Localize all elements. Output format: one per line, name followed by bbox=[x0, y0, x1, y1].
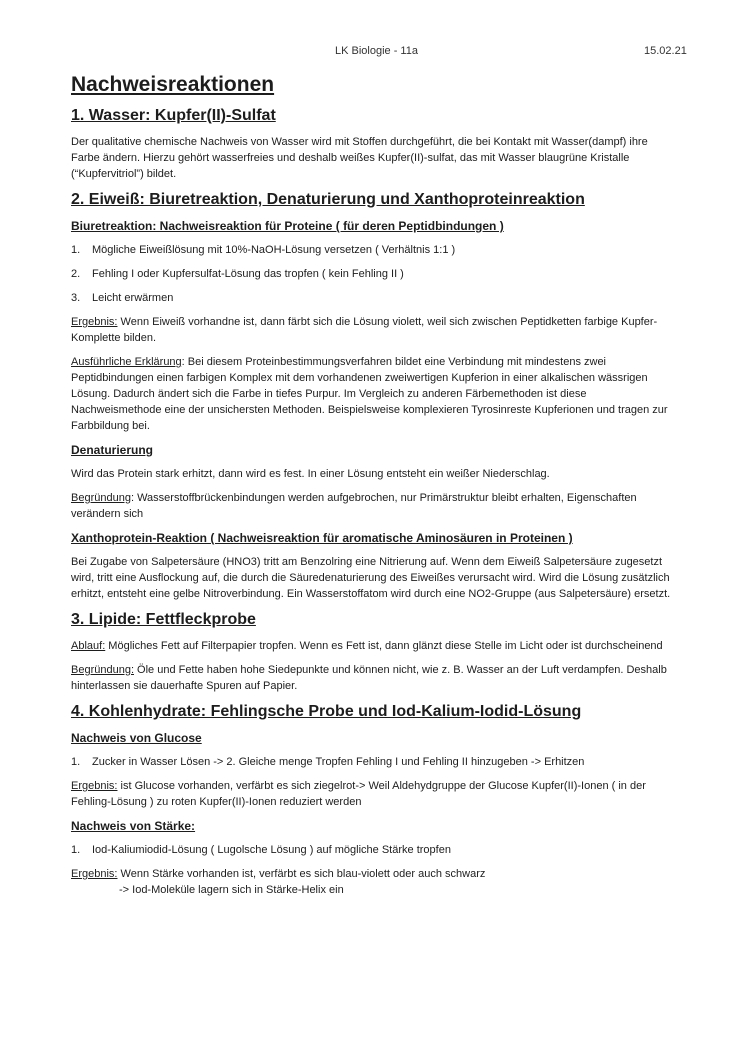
explanation-label: Ausführliche Erklärung bbox=[71, 356, 182, 368]
reason-text: Öle und Fette haben hohe Siedepunkte und können nicht, wie z. B. Wasser an der Luft verdampfen. Deshalb hinterlassen sie dauerhafte Spuren auf Papier. bbox=[71, 664, 667, 692]
list-item bbox=[71, 290, 677, 306]
document-body bbox=[71, 72, 677, 906]
denaturation-reason bbox=[71, 490, 677, 522]
section-2-heading: 2. Eiweiß: Biuretreaktion, Denaturierung und Xanthoproteinreaktion bbox=[71, 191, 585, 208]
lipid-procedure bbox=[71, 638, 677, 654]
glucose-heading: Nachweis von Glucose bbox=[71, 731, 202, 745]
section-3-heading: 3. Lipide: Fettfleckprobe bbox=[71, 611, 256, 628]
list-text: Zucker in Wasser Lösen -> 2. Gleiche menge Tropfen Fehling I und Fehling II hinzugeben -> Erhitzen bbox=[92, 756, 585, 768]
section-1-body: Der qualitative chemische Nachweis von Wasser wird mit Stoffen durchgeführt, die bei Kontakt mit Wasser(dampf) ihre Farbe ändern. Hierzu gehört wasserfreies und deshalb weißes Kupfer(II)-sulfat, das mit Wasser blaugrüne Kristalle (“Kupfervitriol”) bildet. bbox=[71, 136, 648, 180]
reason-label: Begründung: bbox=[71, 664, 134, 676]
list-item bbox=[71, 242, 677, 258]
list-text: Iod-Kaliumiodid-Lösung ( Lugolsche Lösung ) auf mögliche Stärke tropfen bbox=[92, 844, 451, 856]
list-text: Fehling I oder Kupfersulfat-Lösung das tropfen ( kein Fehling II ) bbox=[92, 268, 404, 280]
reason-label: Begründung bbox=[71, 492, 131, 504]
list-item bbox=[71, 754, 677, 770]
result-line-2: -> Iod-Moleküle lagern sich in Stärke-Helix ein bbox=[119, 884, 344, 896]
section-1-heading: 1. Wasser: Kupfer(II)-Sulfat bbox=[71, 107, 276, 124]
result-label: Ergebnis: bbox=[71, 780, 118, 792]
biuret-result bbox=[71, 314, 677, 346]
biuret-heading: Biuretreaktion: Nachweisreaktion für Proteine ( für deren Peptidbindungen ) bbox=[71, 219, 504, 233]
procedure-label: Ablauf: bbox=[71, 640, 106, 652]
starch-steps bbox=[71, 842, 677, 858]
starch-heading: Nachweis von Stärke: bbox=[71, 819, 196, 833]
glucose-result bbox=[71, 778, 677, 810]
list-number: 2. bbox=[71, 268, 81, 280]
header-course: LK Biologie - 11a bbox=[335, 45, 418, 57]
header-date: 15.02.21 bbox=[644, 45, 687, 57]
result-label: Ergebnis: bbox=[71, 868, 118, 880]
list-number: 1. bbox=[71, 844, 81, 856]
list-item bbox=[71, 266, 677, 282]
lipid-reason bbox=[71, 662, 677, 694]
page-title: Nachweisreaktionen bbox=[71, 73, 275, 96]
result-text: Wenn Stärke vorhanden ist, verfärbt es sich blau-violett oder auch schwarz bbox=[117, 868, 486, 880]
section-4-heading: 4. Kohlenhydrate: Fehlingsche Probe und Iod-Kalium-Iodid-Lösung bbox=[71, 703, 582, 720]
xantho-body: Bei Zugabe von Salpetersäure (HNO3) tritt am Benzolring eine Nitrierung auf. Wenn dem Eiweiß Salpetersäure zugesetzt wird, tritt eine Ausflockung auf, die durch die Säuredenaturierung des Eiweißes verursacht wird. Wird die Lösung zusätzlich erhitzt, entsteht eine gelbe Nitroverbindung. Ein Wasserstoffatom wird durch eine NO2-Gruppe (aus Salpetersäure) ersetzt. bbox=[71, 556, 671, 600]
explanation-text: : Bei diesem Proteinbestimmungsverfahren bildet eine Verbindung mit mindestens zwei Peptidbindungen einen farbigen Komplex mit dem vorhandenen zweiwertigen Kupferion in einer alkalischen wässrigen Lösung. Dadurch ändert sich die Farbe in tiefes Purpur. Im Vergleich zu anderen Färbemethoden ist diese Nachweismethode eine der unsichersten Methoden. Beispielsweise komplexieren Tyrosinreste Kupferionen und tragen zur Farbbildung bei. bbox=[71, 356, 668, 432]
starch-result bbox=[71, 866, 677, 898]
result-label: Ergebnis: bbox=[71, 316, 118, 328]
list-text: Mögliche Eiweißlösung mit 10%-NaOH-Lösung versetzen ( Verhältnis 1:1 ) bbox=[92, 244, 456, 256]
reason-text: : Wasserstoffbrückenbindungen werden aufgebrochen, nur Primärstruktur bleibt erhalten, Eigenschaften verändern sich bbox=[71, 492, 637, 520]
biuret-explanation bbox=[71, 354, 677, 434]
list-number: 1. bbox=[71, 756, 81, 768]
denaturation-body: Wird das Protein stark erhitzt, dann wird es fest. In einer Lösung entsteht ein weißer Niederschlag. bbox=[71, 468, 550, 480]
glucose-steps bbox=[71, 754, 677, 770]
list-text: Leicht erwärmen bbox=[92, 292, 174, 304]
list-item bbox=[71, 842, 677, 858]
xantho-heading: Xanthoprotein-Reaktion ( Nachweisreaktion für aromatische Aminosäuren in Proteinen ) bbox=[71, 531, 573, 545]
list-number: 3. bbox=[71, 292, 81, 304]
result-text: ist Glucose vorhanden, verfärbt es sich ziegelrot-> Weil Aldehydgruppe der Glucose Kupfer(II)-Ionen ( in der Fehling-Lösung ) zu roten Kupfer(II)-Ionen reduziert werden bbox=[71, 780, 646, 808]
result-text: Wenn Eiweiß vorhandne ist, dann färbt sich die Lösung violett, weil sich zwischen Peptidketten farbige Kupfer- Komplette bilden. bbox=[71, 316, 658, 344]
list-number: 1. bbox=[71, 244, 81, 256]
denaturation-heading: Denaturierung bbox=[71, 443, 154, 457]
procedure-text: Mögliches Fett auf Filterpapier tropfen. Wenn es Fett ist, dann glänzt diese Stelle im Licht oder ist durchscheinend bbox=[105, 640, 663, 652]
biuret-steps bbox=[71, 242, 677, 306]
